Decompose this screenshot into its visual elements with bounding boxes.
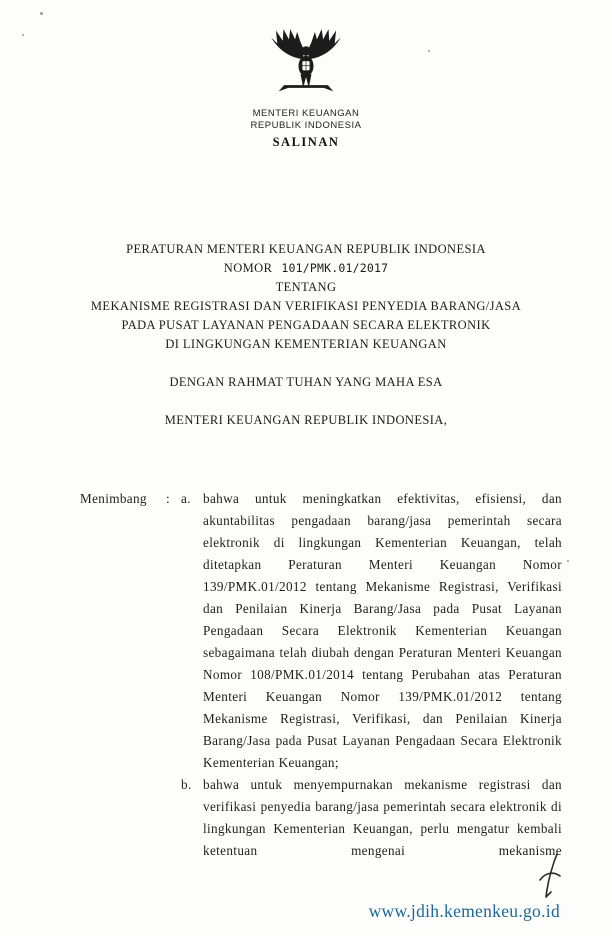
scan-artifact <box>567 560 569 562</box>
item-marker: a. <box>181 491 191 506</box>
nomor-label: NOMOR <box>223 261 273 275</box>
menimbang-colon: : <box>166 491 171 506</box>
garuda-emblem <box>0 24 612 109</box>
regulation-number-line <box>0 259 612 278</box>
issuer-line: MENTERI KEUANGAN REPUBLIK INDONESIA, <box>164 413 448 427</box>
letterhead <box>0 108 612 150</box>
scan-artifact <box>40 12 43 15</box>
item-text: bahwa untuk menyempurnakan mekanisme registrasi dan verifikasi penyedia barang/jasa pemerintah secara elektronik di lingkungan Kementerian Keuangan, perlu mengatur kembali ketentuan mengenai mekanisme <box>203 777 562 858</box>
regulation-title-block <box>0 240 612 430</box>
subject-line-3: DI LINGKUNGAN KEMENTERIAN KEUANGAN <box>165 337 447 351</box>
invocation-line: DENGAN RAHMAT TUHAN YANG MAHA ESA <box>169 375 443 389</box>
consideration-item-b <box>181 774 562 862</box>
subject-line-1: MEKANISME REGISTRASI DAN VERIFIKASI PENYEDIA BARANG/JASA <box>90 299 522 313</box>
footer-link[interactable]: www.jdih.kemenkeu.go.id <box>368 901 560 921</box>
item-marker: b. <box>181 777 192 792</box>
copy-label: SALINAN <box>272 135 340 149</box>
signature-squiggle-icon <box>536 852 564 900</box>
regulation-heading: PERATURAN MENTERI KEUANGAN REPUBLIK INDONESIA <box>126 242 486 256</box>
menimbang-label: Menimbang <box>80 491 147 506</box>
country-name: REPUBLIK INDONESIA <box>250 119 362 131</box>
subject-line-2: PADA PUSAT LAYANAN PENGADAAN SECARA ELEKTRONIK <box>121 318 491 332</box>
considerations-section <box>80 488 562 862</box>
tentang-label: TENTANG <box>275 280 337 294</box>
initial-signature-mark <box>536 852 564 905</box>
ministry-name: MENTERI KEUANGAN <box>252 108 360 119</box>
garuda-icon <box>265 24 347 104</box>
consideration-item-a <box>181 488 562 774</box>
item-text: bahwa untuk meningkatkan efektivitas, efisiensi, dan akuntabilitas pengadaan barang/jasa pemerintah secara elektronik di lingkungan Kementerian Keuangan, telah ditetapkan Peraturan Menteri Keuangan Nomor 139/PMK.01/2012 tentang Mekanisme Registrasi, Verifikasi dan Penilaian Kinerja Barang/Jasa pada Pusat Layanan Pengadaan Secara Elektronik Kementerian Keuangan sebagaimana telah diubah dengan Peraturan Menteri Keuangan Nomor 108/PMK.01/2014 tentang Perubahan atas Peraturan Menteri Keuangan Nomor 139/PMK.01/2012 tentang Mekanisme Registrasi, Verifikasi, dan Penilaian Kinerja Barang/Jasa pada Pusat Layanan Pengadaan Secara Elektronik Kementerian Keuangan; <box>203 491 562 770</box>
nomor-value: 101/PMK.01/2017 <box>281 261 389 275</box>
